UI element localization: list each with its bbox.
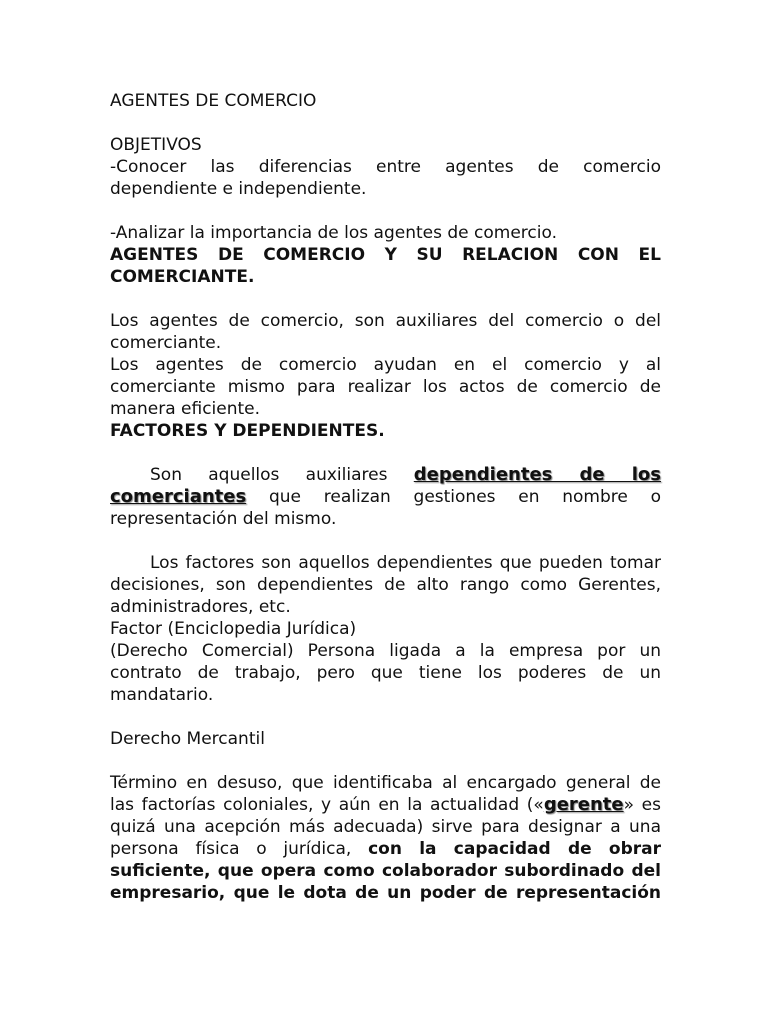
- paragraph-6-text: » es: [623, 795, 662, 815]
- paragraph-1-line-1: Los agentes de comercio, son auxiliares del comercio o del: [110, 311, 661, 331]
- paragraph-6-line-1: Término en desuso, que identificaba al encargado general de: [110, 773, 661, 793]
- paragraph-5-line-3: mandatario.: [110, 685, 214, 705]
- paragraph-2-line-3: manera eficiente.: [110, 399, 261, 419]
- objective-1-line-1: -Conocer las diferencias entre agentes de comercio: [110, 157, 661, 177]
- link-dependientes[interactable]: dependientes de los: [413, 464, 662, 485]
- paragraph-2-line-2: comerciante mismo para realizar los actos de comercio de: [110, 377, 661, 397]
- objective-1-line-2: dependiente e independiente.: [110, 179, 367, 199]
- link-comerciantes[interactable]: comerciantes: [110, 486, 247, 507]
- document-body: [110, 90, 661, 904]
- paragraph-6-text: persona física o jurídica,: [110, 839, 352, 859]
- paragraph-2-line-1: Los agentes de comercio ayudan en el comercio y al: [110, 355, 661, 375]
- paragraph-1-line-2: comerciante.: [110, 333, 222, 353]
- paragraph-3-line-1: [110, 464, 661, 486]
- paragraph-5-line-1: (Derecho Comercial) Persona ligada a la empresa por un: [110, 641, 661, 661]
- section-heading-factores: FACTORES Y DEPENDIENTES.: [110, 421, 385, 441]
- paragraph-3-text: Son aquellos auxiliares: [150, 465, 388, 485]
- mercantil-heading: Derecho Mercantil: [110, 729, 265, 749]
- paragraph-6-line-2: [110, 794, 661, 816]
- paragraph-6-line-4: [110, 838, 661, 860]
- paragraph-3-line-2: [110, 486, 661, 508]
- objective-2: -Analizar la importancia de los agentes de comercio.: [110, 223, 557, 243]
- document-title: AGENTES DE COMERCIO: [110, 91, 317, 111]
- link-gerente[interactable]: gerente: [543, 794, 624, 815]
- paragraph-4-line-1: Los factores son aquellos dependientes que pueden tomar: [150, 553, 661, 573]
- paragraph-3-line-3: representación del mismo.: [110, 509, 337, 529]
- paragraph-6-line-5: suficiente, que opera como colaborador subordinado del: [110, 861, 661, 881]
- objectives-heading: OBJETIVOS: [110, 135, 202, 155]
- paragraph-5-line-2: contrato de trabajo, pero que tiene los poderes de un: [110, 663, 661, 683]
- paragraph-6-line-6: empresario, que le dota de un poder de representación: [110, 883, 661, 903]
- paragraph-6-text: las factorías coloniales, y aún en la actualidad («: [110, 795, 544, 815]
- paragraph-3-text: que realizan gestiones en nombre o: [268, 487, 661, 507]
- section-heading-relation-line-1: AGENTES DE COMERCIO Y SU RELACION CON EL: [110, 245, 661, 265]
- paragraph-6-line-3: quizá una acepción más adecuada) sirve para designar a una: [110, 817, 661, 837]
- section-heading-relation-line-2: COMERCIANTE.: [110, 267, 255, 287]
- paragraph-4-line-2: decisiones, son dependientes de alto rango como Gerentes,: [110, 575, 661, 595]
- paragraph-4-line-3: administradores, etc.: [110, 597, 291, 617]
- paragraph-6-bold-text: con la capacidad de obrar: [368, 839, 662, 859]
- factor-heading: Factor (Enciclopedia Jurídica): [110, 619, 357, 639]
